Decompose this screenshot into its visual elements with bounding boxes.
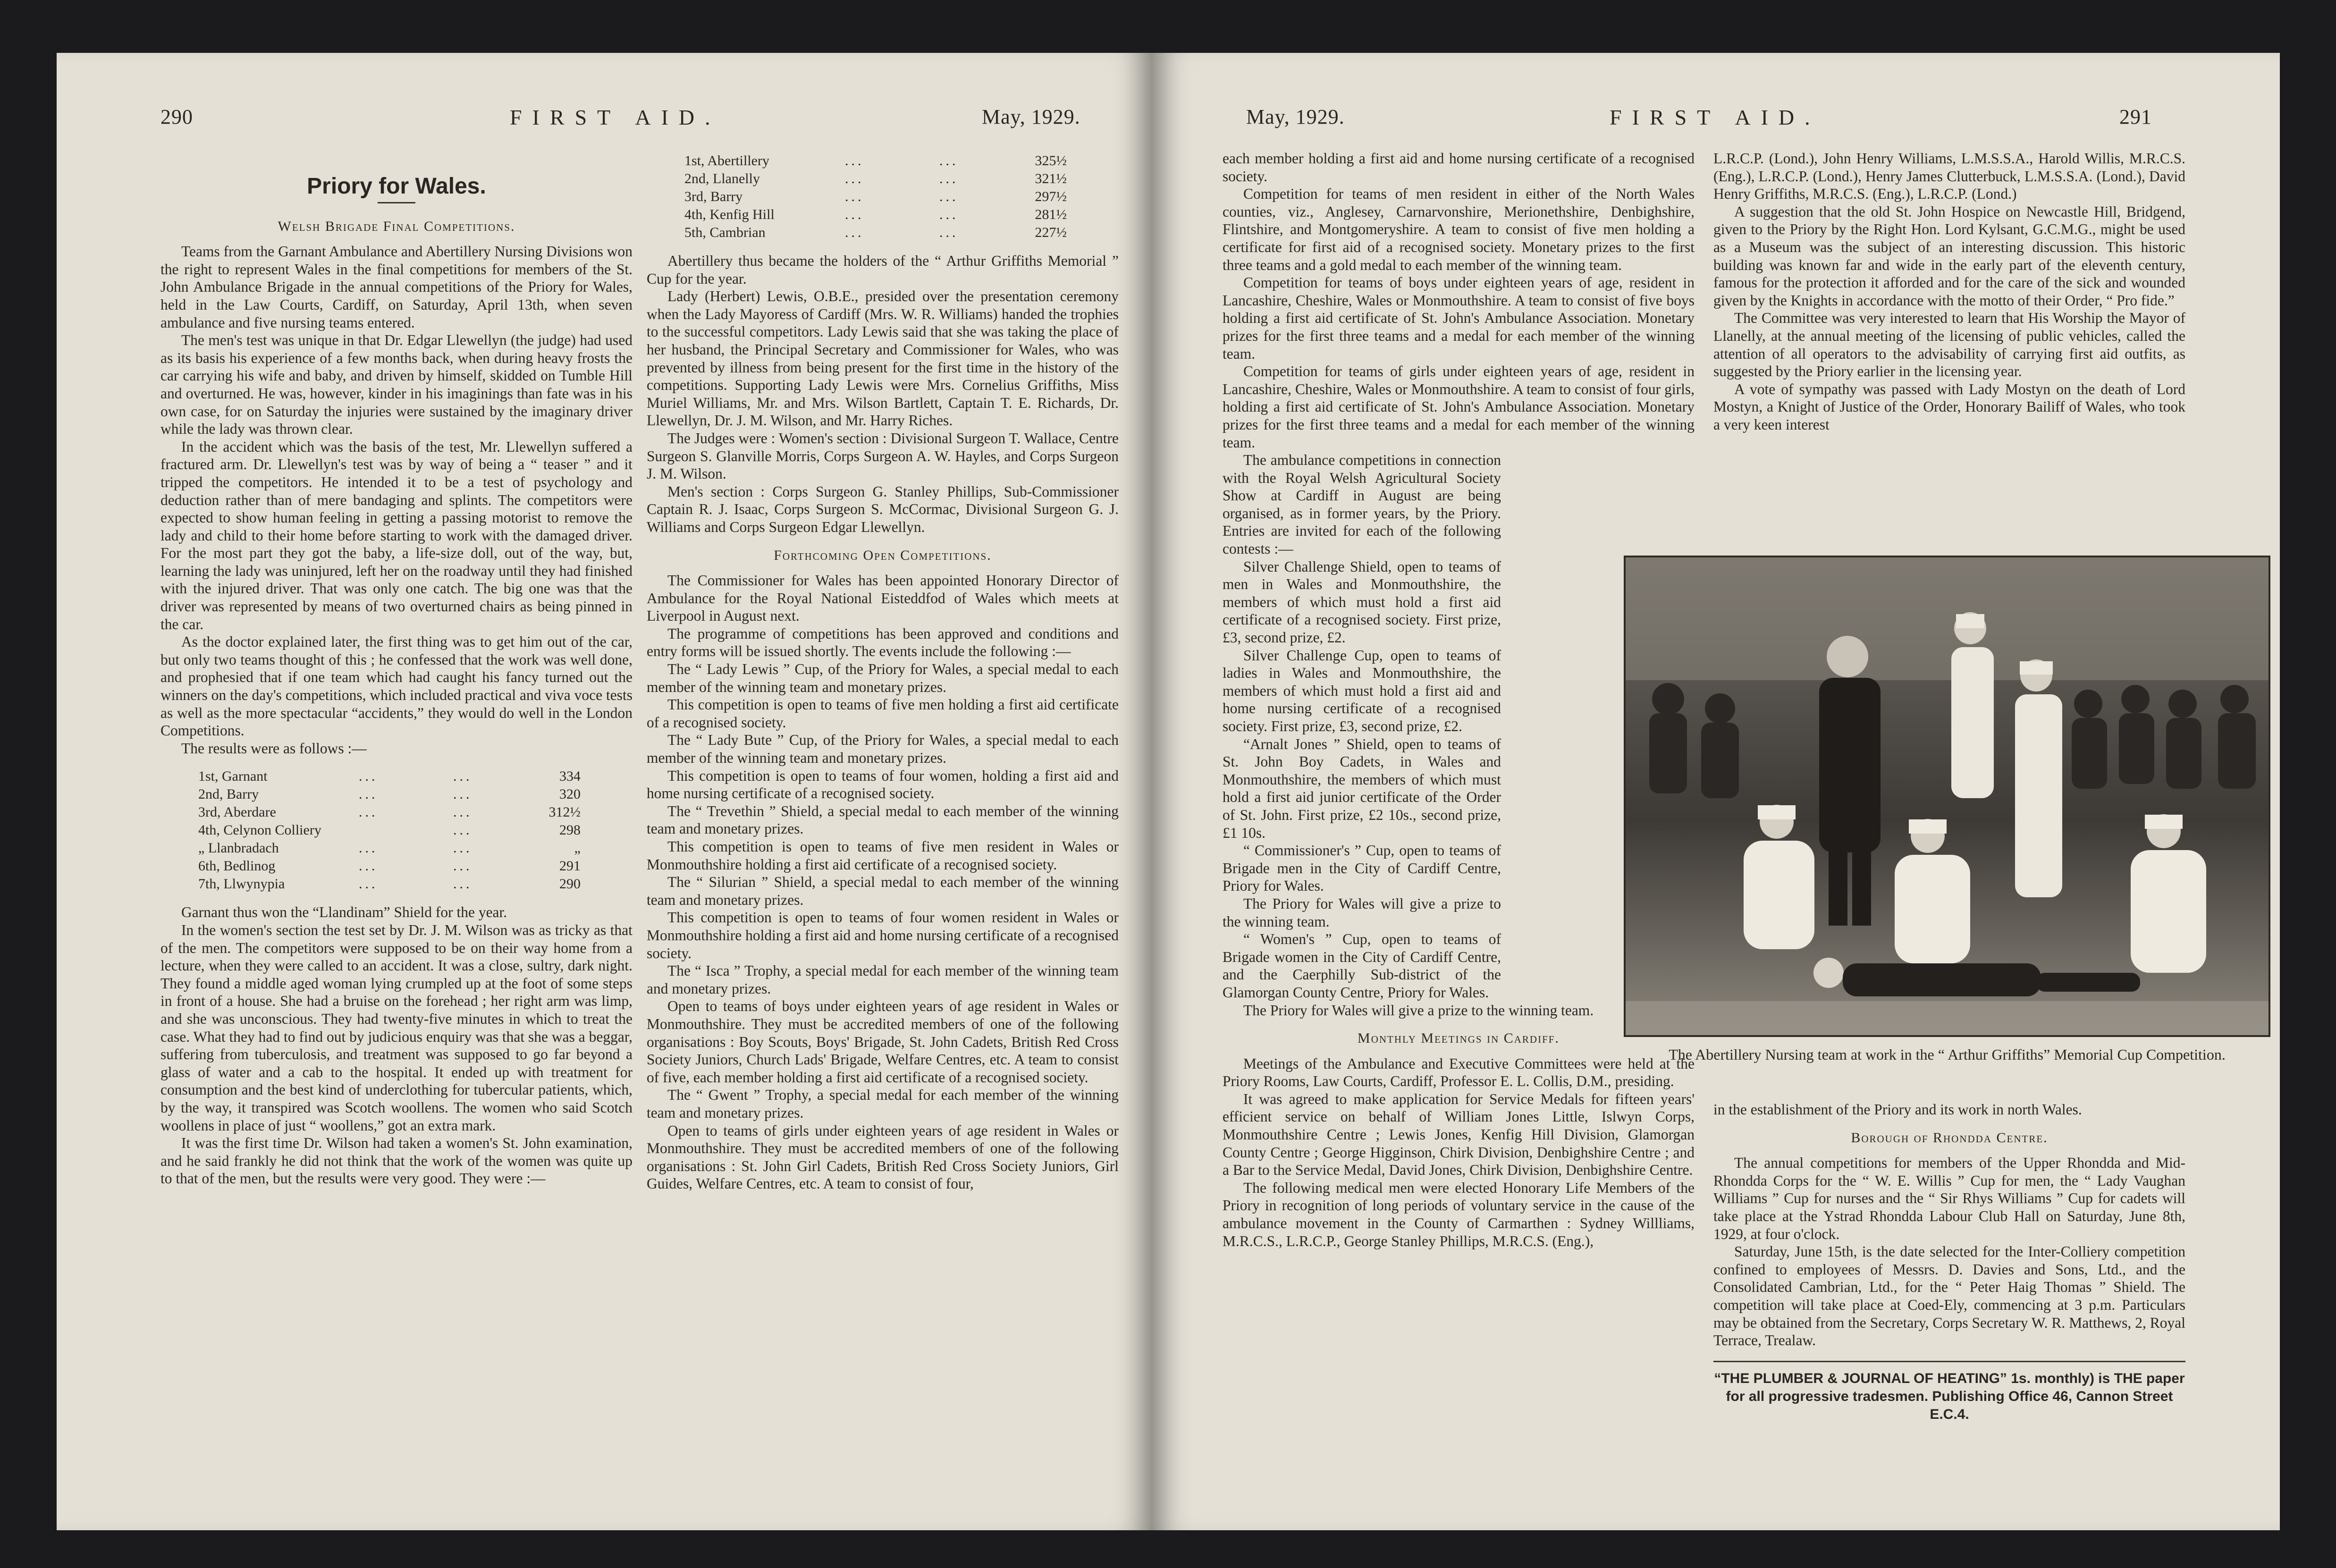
result-row: [198, 839, 581, 857]
leader-dots: ...: [359, 840, 378, 856]
paragraph: A vote of sympathy was passed with Lady Mostyn on the death of Lord Mostyn, a Knight of Justice of the Order, Honorary Bailiff of Wales, who took a very keen interest: [1713, 380, 2185, 433]
paragraph: “ Women's ” Cup, open to teams of Brigade women in the City of Cardiff Centre, and the Caerphilly Sub-district of the Glamorgan County Centre, Priory for Wales.: [1223, 931, 1501, 1001]
paragraph: In the accident which was the basis of the test, Mr. Llewellyn suffered a fractured arm. Dr. Llewellyn's test was by way of being a “ teaser ” and it tripped the competitors. He intended it to be a test of psychology and deduction rather than of mere bandaging and splints. The competitors were expected to show human feeling in getting a passing motorist to remove the lady and child to their home before starting to work with the damaged driver. For the most part they got the baby, a life-size doll, out of the way, but, learning the lady was uninjured, left her on the roadway until they had finished with the injured driver. That was only one catch. The big one was that the driver was represented by means of two overturned chairs as being pinned in the car.: [160, 438, 632, 632]
paragraph: The ambulance competitions in connection with the Royal Welsh Agricultural Society Show at Cardiff in August are being organised, as in former years, by the Priory. Entries are invited for each of the following contests :—: [1223, 452, 1501, 557]
paragraph: Meetings of the Ambulance and Executive Committees were held at the Priory Rooms, Law Courts, Cardiff, Professor E. L. Collis, D.M., presiding.: [1223, 1055, 1695, 1090]
paragraph: This competition is open to teams of five men resident in Wales or Monmouthshire holding a first aid certificate of a recognised society.: [647, 838, 1119, 873]
leader-dots: ...: [453, 876, 472, 892]
left-column-2: [647, 152, 1119, 1193]
issue-date: May, 1929.: [1246, 105, 1345, 128]
leader-dots: ...: [845, 189, 864, 204]
photo-caption: The Abertillery Nursing team at work in the “ Arthur Griffiths” Memorial Cup Competition.: [1669, 1046, 2226, 1063]
paragraph: A suggestion that the old St. John Hospice on Newcastle Hill, Bridgend, given to the Priory by the Right Hon. Lord Kylsant, G.C.M.G., might be used as a Museum was the subject of an interesting discussion. This historic building was known far and wide in the early part of the eleventh century, famous for the protection it afforded and for the care of the sick and wounded given by the Knights in accordance with the motto of their Order, “ Pro fide.”: [1713, 203, 2185, 309]
leader-dots: ...: [939, 225, 959, 240]
team-score: 321½: [1035, 171, 1067, 186]
paragraph: L.R.C.P. (Lond.), John Henry Williams, L.M.S.S.A., Harold Willis, M.R.C.S. (Eng.), L.R.C.P. (Lond.), Henry James Clutterbuck, L.M.S.S.A. (Lond.), David Henry Griffiths, M.R.C.S. (Eng.), L.R.C.P. (Lond.): [1713, 150, 2185, 202]
paragraph: Competition for teams of men resident in either of the North Wales counties, viz., Anglesey, Carnarvonshire, Merionethshire, Denbighshire, Flintshire, and Montgomeryshire. A team to consist of five men holding a certificate for first aid of a recognised society. Monetary prizes to the first three teams and a gold medal to each member of the winning team.: [1223, 185, 1695, 273]
team-place: 5th, Cambrian: [684, 225, 766, 240]
leader-dots: ...: [453, 768, 472, 784]
paragraph: Competition for teams of girls under eighteen years of age, resident in Lancashire, Cheshire, Wales or Monmouthshire. A team to consist of four girls, holding a first aid certificate of St. John's Ambulance Association. Monetary prizes for the first three teams and a medal for each member of the winning team.: [1223, 363, 1695, 451]
page-number: 290: [160, 105, 193, 128]
paragraph: The Commissioner for Wales has been appointed Honorary Director of Ambulance for the Royal National Eisteddfod of Wales which meets at Liverpool in August next.: [647, 572, 1119, 624]
team-score: 320: [559, 786, 581, 802]
leader-dots: ...: [939, 207, 959, 222]
team-place: 4th, Kenfig Hill: [684, 207, 775, 222]
paragraph: Lady (Herbert) Lewis, O.B.E., presided over the presentation ceremony when the Lady Mayoress of Cardiff (Mrs. W. R. Williams) handed the trophies to the successful competitors. Lady Lewis said that she was taking the place of her husband, the Principal Secretary and Commissioner for Wales, who was prevented by illness from being present for the first time in the history of the competitions. Supporting Lady Lewis were Mrs. Cornelius Griffiths, Miss Muriel Williams, Mr. and Mrs. Wilson Bartlett, Captain T. E. Richards, Dr. Llewellyn, Dr. J. M. Wilson, and Mr. Harry Riches.: [647, 288, 1119, 429]
paragraph: The “ Gwent ” Trophy, a special medal for each member of the winning team and monetary prizes.: [647, 1087, 1119, 1121]
paragraph: The Judges were : Women's section : Divisional Surgeon T. Wallace, Centre Surgeon S. Glanville Morris, Corps Surgeon A. W. Hayles, and Corps Surgeon J. M. Wilson.: [647, 430, 1119, 482]
team-score: 281½: [1035, 207, 1067, 222]
leader-dots: ...: [359, 858, 378, 874]
team-place: 1st, Abertillery: [684, 153, 769, 169]
paragraph: Teams from the Garnant Ambulance and Abertillery Nursing Divisions won the right to represent Wales in the final competitions for members of the St. John Ambulance Brigade in the annual competitions of the Priory for Wales, held in the Law Courts, Cardiff, on Saturday, April 13th, when seven ambulance and five nursing teams entered.: [160, 243, 632, 331]
result-row: [684, 170, 1067, 188]
paragraph: The results were as follows :—: [181, 740, 367, 757]
section-heading: Borough of Rhondda Centre.: [1851, 1130, 2048, 1146]
paragraph: Men's section : Corps Surgeon G. Stanley Phillips, Sub-Commissioner Captain R. J. Isaac, Corps Surgeon S. McCormac, Divisional Surgeon G. J. Williams and Corps Surgeon Edgar Llewellyn.: [647, 483, 1119, 535]
paragraph: This competition is open to teams of four women, holding a first aid and home nursing certificate of a recognised society.: [647, 767, 1119, 802]
team-score: 325½: [1035, 153, 1067, 169]
paragraph: The Committee was very interested to learn that His Worship the Mayor of Llanelly, at the annual meeting of the licensing of public vehicles, called the attention of all operators to the advisability of carrying first aid outfits, as suggested by the Priory earlier in the licensing year.: [1713, 310, 2185, 380]
paragraph: “Arnalt Jones ” Shield, open to teams of St. John Boy Cadets, in Wales and Monmouthshire, the members of which must hold a first aid junior certificate of the Order of St. John. First prize, £2 10s., second prize, £1 10s.: [1223, 735, 1501, 841]
paragraph: In the women's section the test set by Dr. J. M. Wilson was as tricky as that of the men. The competitors were supposed to be on their way home from a lecture, when they were called to an accident. It was a close, sultry, dark night. They found a middle aged woman lying crumpled up at the foot of some steps in front of a house. She had a bruise on the forehead ; her right arm was limp, and she was unconscious. They had twenty-five minutes in which to treat the case. What they had to find out by judicious enquiry was that she was a beggar, suffering from tuberculosis, and treatment was supposed to go far beyond a glass of water and a cab to the hospital. It ended up with treatment for consumption and the best kind of underclothing for tubercular patients, which, by the way, it transpired was Scotch woollens. The women who said Scotch woollens in place of just “ woollens,” got an extra mark.: [160, 922, 632, 1134]
leader-dots: ...: [845, 171, 864, 186]
leader-dots: ...: [939, 153, 959, 169]
paragraph: Saturday, June 15th, is the date selected for the Inter-Colliery competition confined to employees of Messrs. D. Davies and Sons, Ltd., and the Consolidated Cambrian, Ltd., for the “ Peter Haig Thomas ” Shield. The competition will take place at Coed-Ely, commencing at 3 p.m. Particulars may be obtained from the Secretary, Corps Secretary W. R. Matthews, 2, Royal Terrace, Trealaw.: [1713, 1243, 2185, 1349]
team-score: 297½: [1035, 189, 1067, 204]
leader-dots: ...: [939, 189, 959, 204]
paragraph: The “ Silurian ” Shield, a special medal to each member of the winning team and monetary prizes.: [647, 874, 1119, 908]
paragraph: The annual competitions for members of the Upper Rhondda and Mid-Rhondda Corps for the “ W. E. Willis ” Cup for men, the “ Lady Vaughan Williams ” Cup for nurses and the “ Sir Rhys Williams ” Cup for cadets will take place at the Ystrad Rhondda Labour Club Hall on Saturday, June 8th, 1929, at four o'clock.: [1713, 1155, 2185, 1242]
paragraph: This competition is open to teams of four women resident in Wales or Monmouthshire holding a first aid and home nursing certificate of a recognised society.: [647, 909, 1119, 961]
result-row: [684, 224, 1067, 242]
leader-dots: ...: [453, 858, 472, 874]
advertisement: “THE PLUMBER & JOURNAL OF HEATING” 1s. monthly) is THE paper for all progressive tradesmen. Publishing Office 46, Cannon Street E.C.4.: [1713, 1361, 2185, 1424]
team-place: 6th, Bedlinog: [198, 858, 276, 874]
running-header: FIRST AID.: [1610, 105, 1821, 129]
paragraph: The “ Lady Bute ” Cup, of the Priory for Wales, a special medal to each member of the winning team and monetary prizes.: [647, 732, 1119, 767]
team-score: 334: [559, 768, 581, 784]
leader-dots: ...: [453, 786, 472, 802]
leader-dots: ...: [359, 786, 378, 802]
leader-dots: ...: [453, 840, 472, 856]
paragraph: in the establishment of the Priory and its work in north Wales.: [1713, 1101, 2082, 1118]
result-row: [198, 857, 581, 875]
nursing-team-photo-image: [1626, 557, 2269, 1035]
right-page: [1152, 53, 2280, 1530]
team-place: 3rd, Barry: [684, 189, 743, 204]
result-row: [198, 875, 581, 893]
paragraph: It was the first time Dr. Wilson had taken a women's St. John examination, and he said frankly he did not think that the work of the women was quite up to that of the men, but the results were very good. They were :—: [160, 1135, 632, 1187]
result-row: [198, 821, 581, 839]
paragraph: The following medical men were elected Honorary Life Members of the Priory in recognition of long periods of voluntary service in the cause of the ambulance movement in the County of Carmarthen : Sydney Willliams, M.R.C.S., L.R.C.P., George Stanley Phillips, M.R.C.S. (Eng.),: [1223, 1179, 1695, 1249]
paragraph: Silver Challenge Shield, open to teams of men in Wales and Monmouthshire, the members of which must hold a first aid certificate of a recognised society. First prize, £3, second prize, £2.: [1223, 558, 1501, 646]
paragraph: The Priory for Wales will give a prize to the winning team.: [1223, 895, 1501, 930]
result-row: [684, 206, 1067, 224]
result-row: [198, 767, 581, 785]
leader-dots: ...: [359, 876, 378, 892]
women-results-table: [684, 152, 1067, 242]
team-score: 290: [559, 876, 581, 892]
paragraph: Garnant thus won the “Llandinam” Shield for the year.: [181, 904, 507, 921]
paragraph: The Priory for Wales will give a prize to the winning team.: [1243, 1002, 1594, 1019]
section-heading: Welsh Brigade Final Competitions.: [278, 218, 515, 234]
paragraph: As the doctor explained later, the first thing was to get him out of the car, but only two teams thought of this ; he confessed that the work was well done, and prophesied that if one team which had caught his fancy turned out the winners on the day's competitions, which included practical and viva voce tests as well as the more spectacular “accidents,” they would do well in the London Competitions.: [160, 633, 632, 739]
team-place: „ Llanbradach: [198, 840, 279, 856]
team-score: 298: [559, 822, 581, 838]
result-row: [684, 152, 1067, 170]
right-column-2-bottom: [1713, 1101, 2185, 1424]
result-row: [198, 803, 581, 821]
paragraph: This competition is open to teams of five men holding a first aid certificate of a recognised society.: [647, 696, 1119, 731]
paragraph: The “ Isca ” Trophy, a special medal for each member of the winning team and monetary prizes.: [647, 962, 1119, 997]
leader-dots: ...: [845, 153, 864, 169]
team-place: 2nd, Llanelly: [684, 171, 760, 186]
page-number: 291: [2119, 105, 2152, 128]
paragraph: The programme of competitions has been approved and conditions and entry forms will be issued shortly. The events include the following :—: [647, 625, 1119, 660]
paragraph: The “ Trevethin ” Shield, a special medal to each member of the winning team and monetary prizes.: [647, 802, 1119, 837]
article-title: Priory for Wales.: [307, 174, 486, 199]
leader-dots: ...: [845, 207, 864, 222]
team-place: 7th, Llwynypia: [198, 876, 285, 892]
paragraph: The “ Lady Lewis ” Cup, of the Priory for Wales, a special medal to each member of the winning team and monetary prizes.: [647, 661, 1119, 695]
leader-dots: ...: [453, 822, 472, 838]
paragraph: Silver Challenge Cup, open to teams of ladies in Wales and Monmouthshire, the members of which must hold a first aid and home nursing certificate of a recognised society. First prize, £3, second prize, £2.: [1223, 647, 1501, 734]
section-heading: Monthly Meetings in Cardiff.: [1358, 1030, 1560, 1046]
team-place: 1st, Garnant: [198, 768, 268, 784]
leader-dots: ...: [939, 171, 959, 186]
team-place: 4th, Celynon Colliery: [198, 822, 321, 838]
leader-dots: ...: [359, 804, 378, 820]
right-column-2-top: [1713, 150, 2185, 556]
running-header: FIRST AID.: [510, 105, 721, 129]
paragraph: “ Commissioner's ” Cup, open to teams of Brigade men in the City of Cardiff Centre, Priory for Wales.: [1223, 842, 1501, 894]
team-score: 291: [559, 858, 581, 874]
paragraph: It was agreed to make application for Service Medals for fifteen years' efficient service on behalf of William Jones Little, Islwyn Corps, Monmouthshire Centre ; Lewis Jones, Kenfig Hill Division, Glamorgan County Centre ; George Higginson, Chirk Division, Denbighshire Centre ; and a Bar to the Service Medal, David Jones, Chirk Division, Denbighshire Centre.: [1223, 1090, 1695, 1179]
paragraph: Abertillery thus became the holders of the “ Arthur Griffiths Memorial ” Cup for the year.: [647, 253, 1119, 287]
paragraph: each member holding a first aid and home nursing certificate of a recognised society.: [1223, 150, 1695, 185]
team-score: „: [574, 840, 581, 856]
team-place: 2nd, Barry: [198, 786, 259, 802]
left-page: [57, 53, 1152, 1530]
team-photograph: [1624, 556, 2270, 1037]
left-column-1: [160, 171, 632, 1188]
title-rule: [378, 202, 415, 203]
result-row: [198, 785, 581, 803]
section-heading: Forthcoming Open Competitions.: [774, 547, 992, 563]
team-score: 227½: [1035, 225, 1067, 240]
men-results-table: [198, 767, 581, 893]
paragraph: Open to teams of boys under eighteen years of age resident in Wales or Monmouthshire. They must be accredited members of one of the following organisations : Boy Scouts, Boys' Brigade, St. John Cadets, British Red Cross Society Juniors, Church Lads' Brigade, Welfare Centres, etc. A team to consist of five, each member holding a first aid certificate of a recognised society.: [647, 998, 1119, 1086]
team-place: 3rd, Aberdare: [198, 804, 276, 820]
team-score: 312½: [548, 804, 581, 820]
issue-date: May, 1929.: [982, 105, 1080, 128]
paragraph: The men's test was unique in that Dr. Edgar Llewellyn (the judge) had used as its basis his experience of a few months back, when during heavy frosts the car carrying his wife and baby, and driven by himself, skidded on Tumble Hill and overturned. He was, however, kinder in his imaginings than fate was in his own case, for on Saturday the injuries were sustained by the imaginary driver while the lady was thrown clear.: [160, 332, 632, 438]
leader-dots: ...: [453, 804, 472, 820]
result-row: [684, 188, 1067, 206]
paragraph: Competition for teams of boys under eighteen years of age, resident in Lancashire, Cheshire, Wales or Monmouthshire. A team to consist of five boys holding a first aid certificate of St. John's Ambulance Association. Monetary prizes for the first three teams and a medal for each member of the winning team.: [1223, 274, 1695, 362]
leader-dots: [359, 821, 453, 839]
paragraph: Open to teams of girls under eighteen years of age resident in Wales or Monmouthshire. They must be accredited members of one of the following organisations : St. John Girl Cadets, British Red Cross Society Juniors, Girl Guides, Welfare Centres, etc. A team to consist of four,: [647, 1122, 1119, 1192]
leader-dots: ...: [359, 768, 378, 784]
leader-dots: ...: [845, 225, 864, 240]
